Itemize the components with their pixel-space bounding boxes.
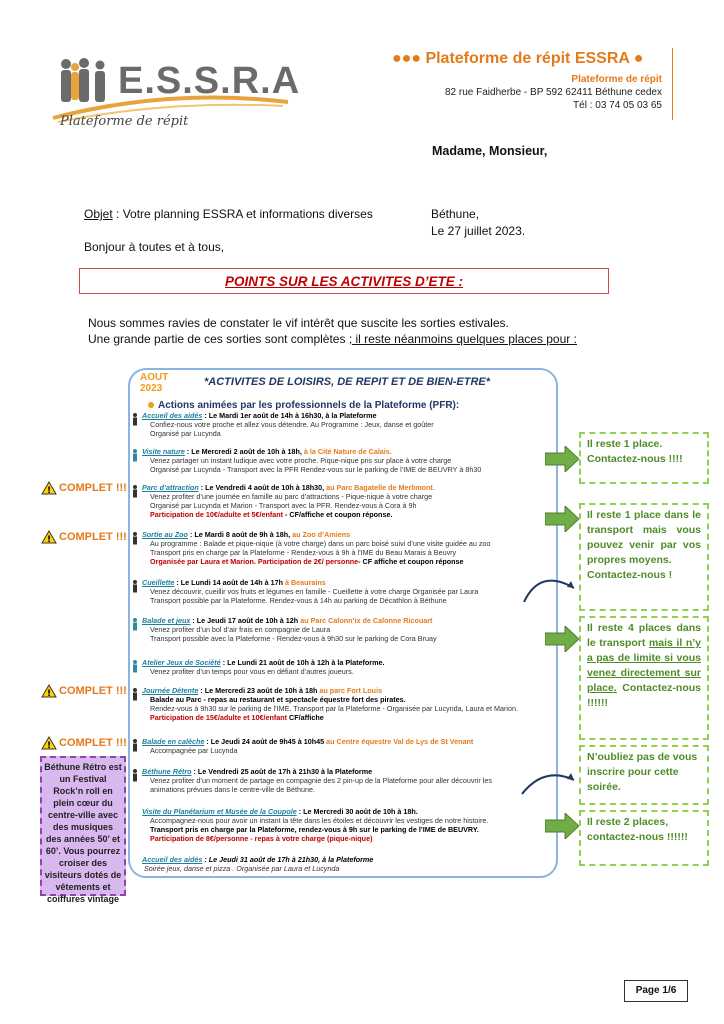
svg-text:!: !	[46, 486, 52, 495]
warning-icon	[41, 684, 57, 698]
svg-text:!: !	[46, 689, 52, 698]
program-title: *ACTIVITES DE LOISIRS, DE REPIT ET DE BIEN-ETRE*	[204, 376, 491, 388]
right-arrow-icon	[545, 626, 579, 652]
activity-item: Balade et jeux : Le Jeudi 17 août de 10h à 12h au Parc Calonn’ix de Calonne Ricouart Venez profiter d’un bol d’air frais en compagnie de Laura Transport possible avec la Plateforme - Rendez-vous à 9h30 sur le parking de Cora Bruay	[142, 616, 552, 643]
logo-name: E.S.S.R.A	[118, 60, 301, 102]
intro-line-1: Nous sommes ravies de constater le vif intérêt que suscite les sorties estivales.	[88, 316, 509, 330]
greeting: Bonjour à toutes et à tous,	[84, 240, 225, 254]
curved-arrow-icon	[518, 768, 580, 798]
activity-item: Sortie au Zoo : Le Mardi 8 août de 9h à 18h, au Zoo d’Amiens Au programme : Balade et pique-nique (à votre charge) dans un parc boisé suivi d’une visite guidée au zoo Transport pris en charge par la Plateforme - Rendez-vous à 9h à l’IME du Beau Marais à Beuvry Organisée par Laura et Marion. Participation de 2€/ personne- CF affiche et coupon réponse	[142, 530, 552, 566]
page-number: Page 1/6	[624, 980, 688, 1002]
right-arrow-icon	[545, 506, 579, 532]
logo-tagline: Plateforme de répit	[60, 114, 189, 129]
svg-text:!: !	[46, 741, 52, 750]
warning-icon	[41, 481, 57, 495]
header-divider	[672, 48, 673, 120]
header-address: 82 rue Faidherbe - BP 592 62411 Béthune cedex	[444, 87, 662, 98]
header-subtitle: Plateforme de répit	[571, 74, 662, 85]
header-contact	[420, 73, 662, 112]
svg-text:!: !	[46, 535, 52, 544]
program-section-title: Actions animées par les professionnels de la Plateforme (PFR):	[148, 400, 459, 411]
activity-item: Visite nature : Le Mercredi 2 août de 10h à 18h, à la Cité Nature de Calais. Venez partager un instant ludique avec votre proche. Pique-nique pris sur place à votre charge Organisé par Lucynda - Transport avec la PFR Rendez-vous sur le parking de l’IME de BEUVRY à 8h30	[142, 447, 552, 474]
availability-note: Il reste 2 places, contactez-nous !!!!!!	[579, 810, 709, 866]
warning-icon	[41, 530, 57, 544]
curved-arrow-icon	[520, 566, 580, 606]
salutation: Madame, Monsieur,	[432, 144, 548, 158]
person-icon	[132, 618, 138, 631]
activity-item: Journée Détente : Le Mercredi 23 août de 10h à 18h au parc Fort Louis Balade au Parc - repas au restaurant et spectacle équestre fort des pirates. Rendez-vous à 9h30 sur le parking de l’IME. Transport par la Plateforme - Organisée par Lucynda, Laura et Marion. Participation de 15€/adulte et 10€/enfant CF/affiche	[142, 686, 552, 722]
complete-label: ! COMPLET !!!	[41, 530, 127, 544]
complete-label: ! COMPLET !!!	[41, 684, 127, 698]
person-icon	[132, 769, 138, 782]
reminder-note: N’oubliez pas de vous inscrire pour cette soirée.	[579, 745, 709, 805]
person-icon	[132, 688, 138, 701]
activity-item: Accueil des aidés : Le Mardi 1er août de 14h à 16h30, à la Plateforme Confiez-nous votre proche et allez vous détendre. Au Programme : Jeux, danse et goûter Organisé par Lucynda	[142, 411, 552, 438]
intro-line-2: Une grande partie de ces sorties sont complètes ; il reste néanmoins quelques places pour :	[88, 332, 577, 346]
person-icon	[132, 485, 138, 498]
person-icon	[132, 449, 138, 462]
availability-note: Il reste 4 places dans le transport mais il n’y a pas de limite si vous venez directement sur place. Contactez-nous !!!!!!	[579, 616, 709, 740]
right-arrow-icon	[545, 813, 579, 839]
person-icon	[132, 739, 138, 752]
right-arrow-icon	[545, 446, 579, 472]
activity-item: Accueil des aidés : Le Jeudi 31 août de 17h à 21h30, à la Plateforme Soirée jeux, danse et pizza . Organisée par Laura et Lucynda	[142, 855, 374, 873]
person-icon	[132, 532, 138, 545]
person-icon	[132, 413, 138, 426]
bethune-retro-note: Béthune Rétro est un Festival Rock’n roll en plein cœur du centre-ville avec des musiques des années 50’ et 60’. Vous pourrez croiser des visiteurs dotés de vêtements et coiffures vintage	[40, 756, 126, 896]
complete-label: ! COMPLET !!!	[41, 736, 127, 750]
person-icon	[132, 660, 138, 673]
header-title: ●●● Plateforme de répit ESSRA ●	[392, 50, 644, 67]
activity-item: Cueillette : Le Lundi 14 août de 14h à 17h à Beaurains Venez découvrir, cueillir vos fruits et légumes en famille - Cueillette à votre charge Organisée par Laura Transport possible par la Plateforme. Rendez-vous à 14h au parking de Décathlon à Béthune	[142, 578, 552, 605]
header-phone: Tél : 03 74 05 03 65	[573, 100, 662, 111]
availability-note: Il reste 1 place. Contactez-nous !!!!	[579, 432, 709, 484]
activity-item: Balade en calèche : Le Jeudi 24 août de 9h45 à 10h45 au Centre équestre Val de Lys de St Venant Accompagnée par Lucynda	[142, 737, 552, 755]
activity-item: Atelier Jeux de Société : Le Lundi 21 août de 10h à 12h à la Plateforme. Venez profiter d’un temps pour vous en défiant d’autres joueurs.	[142, 658, 552, 676]
letter-city: Béthune,	[431, 207, 480, 221]
summer-activities-banner: POINTS SUR LES ACTIVITES D’ETE :	[79, 268, 609, 294]
availability-note: Il reste 1 place dans le transport mais vous pouvez venir par vos propres moyens. Contactez-nous !	[579, 503, 709, 611]
warning-icon	[41, 736, 57, 750]
activity-item: Parc d’attraction : Le Vendredi 4 août de 10h à 18h30, au Parc Bagatelle de Merlimont. Venez profiter d’une journée en famille au parc d’attractions - Pique-nique à votre charge Organisé par Lucynda et Marion - Transport avec la PFR. Rendez-vous à Cora à 9h Participation de 10€/adulte et 5€/enfant - CF/affiche et coupon réponse.	[142, 483, 552, 519]
activity-item: Visite du Planétarium et Musée de la Coupole : Le Mercredi 30 août de 10h à 18h. Accompagnez-nous pour avoir un instant la tête dans les étoiles et découvrir les vestiges de notre histoire. Transport pris en charge par la Plateforme, rendez-vous à 9h sur le parking de l’IME de BEUVRY. Participation de 8€/personne - repas à votre charge (pique-nique)	[142, 807, 489, 843]
letter-date: Le 27 juillet 2023.	[431, 224, 526, 238]
activity-item: Béthune Rétro : Le Vendredi 25 août de 17h à 21h30 à la Plateforme Venez profiter d’un moment de partage en compagnie des 2 pin-up de la Plateforme pour aller découvrir les animations prévues dans le centre-ville de Béthune.	[142, 767, 552, 794]
complete-label: ! COMPLET !!!	[41, 481, 127, 495]
program-month: AOUT 2023	[140, 372, 169, 394]
person-icon	[132, 580, 138, 593]
object-line: Objet : Votre planning ESSRA et informations diverses	[84, 207, 373, 221]
